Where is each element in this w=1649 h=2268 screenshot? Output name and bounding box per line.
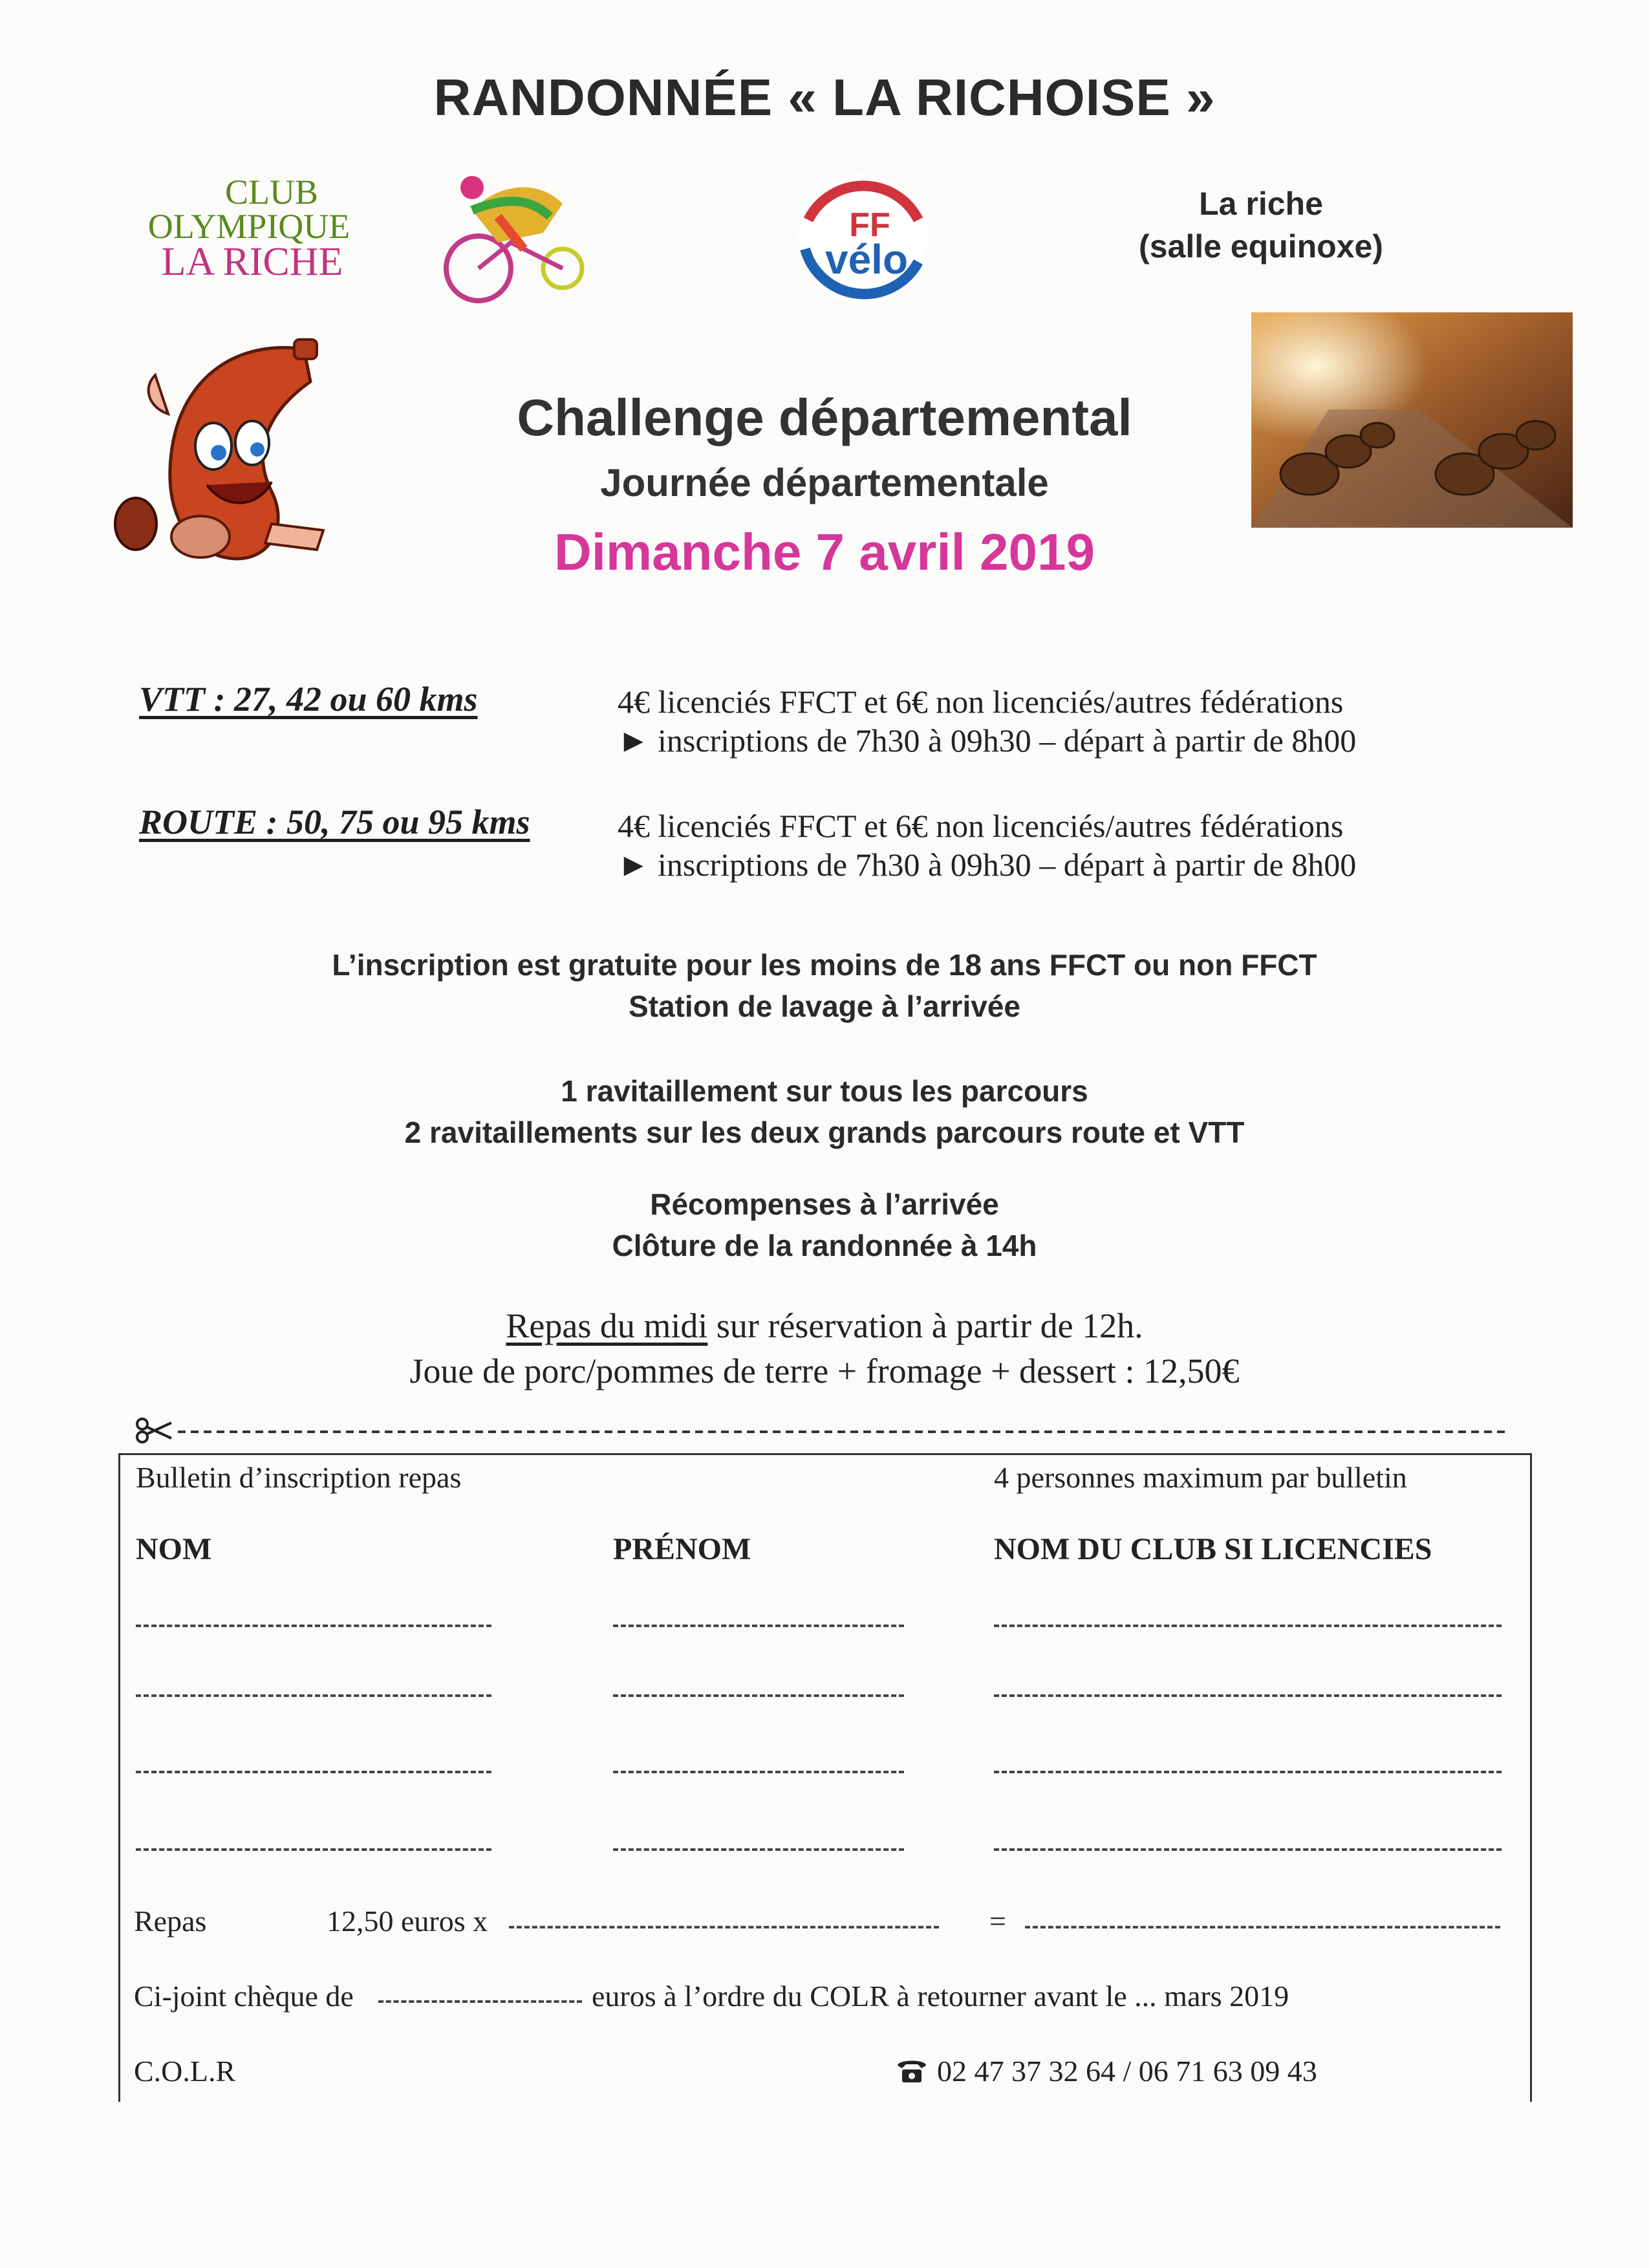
closing-notice (0, 1183, 1649, 1266)
club-field-2[interactable] (994, 1694, 1502, 1697)
road-route-details (618, 806, 1356, 884)
repas-price: 12,50 euros x (327, 1905, 488, 1938)
club-logo-line1: CLUB (224, 173, 319, 211)
column-nom: NOM (136, 1532, 212, 1566)
food-stop-text-2: 2 ravitaillements sur les deux grands parcours route et VTT (404, 1116, 1245, 1149)
venue-block (1061, 182, 1461, 268)
cheque-text-before: Ci-joint chèque de (134, 1980, 354, 2013)
prenom-field-3[interactable] (613, 1771, 904, 1773)
cyclist-icon (446, 176, 582, 301)
prenom-field-2[interactable] (613, 1694, 904, 1697)
rewards-text: Récompenses à l’arrivée (650, 1187, 999, 1221)
ffvelo-logo-ff: FF (849, 206, 890, 244)
vtt-schedule: ► inscriptions de 7h30 à 09h30 – départ à partir de 8h00 (618, 722, 1357, 759)
meal-menu: Joue de porc/pommes de terre + fromage + dessert : 12,50€ (409, 1352, 1240, 1390)
wash-station-text: Station de lavage à l’arrivée (629, 989, 1020, 1023)
column-prenom: PRÉNOM (613, 1532, 751, 1566)
journee-subtitle: Journée départementale (600, 461, 1049, 504)
repas-total-field[interactable] (1025, 1926, 1500, 1928)
page-title: RANDONNÉE « LA RICHOISE » (433, 69, 1216, 126)
repas-label: Repas (134, 1905, 207, 1938)
challenge-title: Challenge départemental (517, 389, 1132, 446)
vtt-route-details (618, 682, 1356, 760)
club-field-3[interactable] (994, 1771, 1502, 1773)
free-entry-text: L’inscription est gratuite pour les moins de 18 ans FFCT ou non FFCT (332, 948, 1317, 982)
telephone-icon (896, 2057, 928, 2091)
meal-info (0, 1303, 1649, 1394)
event-date: Dimanche 7 avril 2019 (554, 523, 1095, 581)
cheque-text-after: euros à l’ordre du COLR à retourner avant le ... mars 2019 (592, 1980, 1289, 2013)
road-route-label: ROUTE : 50, 75 ou 95 kms (139, 803, 530, 841)
club-field-4[interactable] (994, 1848, 1502, 1851)
food-stop-text-1: 1 ravitaillement sur tous les parcours (561, 1074, 1088, 1108)
cut-line (136, 1418, 1513, 1443)
repas-quantity-field[interactable] (509, 1926, 939, 1928)
phone-contact (896, 2054, 1317, 2091)
vtt-price: 4€ licenciés FFCT et 6€ non licenciés/autres fédérations (618, 684, 1344, 720)
meal-reservation-text: sur réservation à partir de 12h. (707, 1306, 1143, 1345)
nom-field-2[interactable] (136, 1694, 491, 1697)
club-olympique-logo (110, 171, 608, 314)
meal-label: Repas du midi (506, 1306, 708, 1345)
ffvelo-logo-velo: vélo (824, 236, 909, 283)
club-logo-line3: LA RICHE (161, 240, 343, 284)
bulletin-max-note: 4 personnes maximum par bulletin (994, 1461, 1407, 1494)
venue-city: La riche (1199, 186, 1323, 222)
organization-initials: C.O.L.R (134, 2055, 236, 2088)
cheque-amount-field[interactable] (378, 2000, 582, 2003)
nom-field-1[interactable] (136, 1625, 491, 1627)
nom-field-4[interactable] (136, 1848, 491, 1851)
ffvelo-logo (789, 165, 938, 314)
phone-numbers: 02 47 37 32 64 / 06 71 63 09 43 (937, 2055, 1317, 2088)
nom-field-3[interactable] (136, 1771, 491, 1773)
club-logo-line2: OLYMPIQUE (147, 207, 350, 246)
prenom-field-4[interactable] (613, 1848, 904, 1851)
sausage-mascot-illustration (110, 336, 330, 582)
column-club: NOM DU CLUB SI LICENCIES (994, 1532, 1432, 1566)
bulletin-title: Bulletin d’inscription repas (136, 1461, 462, 1494)
venue-hall: (salle equinoxe) (1139, 228, 1383, 265)
refreshment-notice (0, 1070, 1649, 1153)
registration-notice (0, 944, 1649, 1027)
equals-sign: = (989, 1905, 1006, 1938)
club-field-1[interactable] (994, 1625, 1502, 1627)
road-schedule: ► inscriptions de 7h30 à 09h30 – départ à partir de 8h00 (618, 847, 1357, 883)
vtt-route-label: VTT : 27, 42 ou 60 kms (139, 680, 478, 718)
meal-line-1 (0, 1303, 1649, 1348)
road-price: 4€ licenciés FFCT et 6€ non licenciés/autres fédérations (618, 808, 1344, 844)
prenom-field-1[interactable] (613, 1625, 904, 1627)
scissors-icon (137, 1419, 171, 1442)
closing-text: Clôture de la randonnée à 14h (612, 1229, 1037, 1262)
